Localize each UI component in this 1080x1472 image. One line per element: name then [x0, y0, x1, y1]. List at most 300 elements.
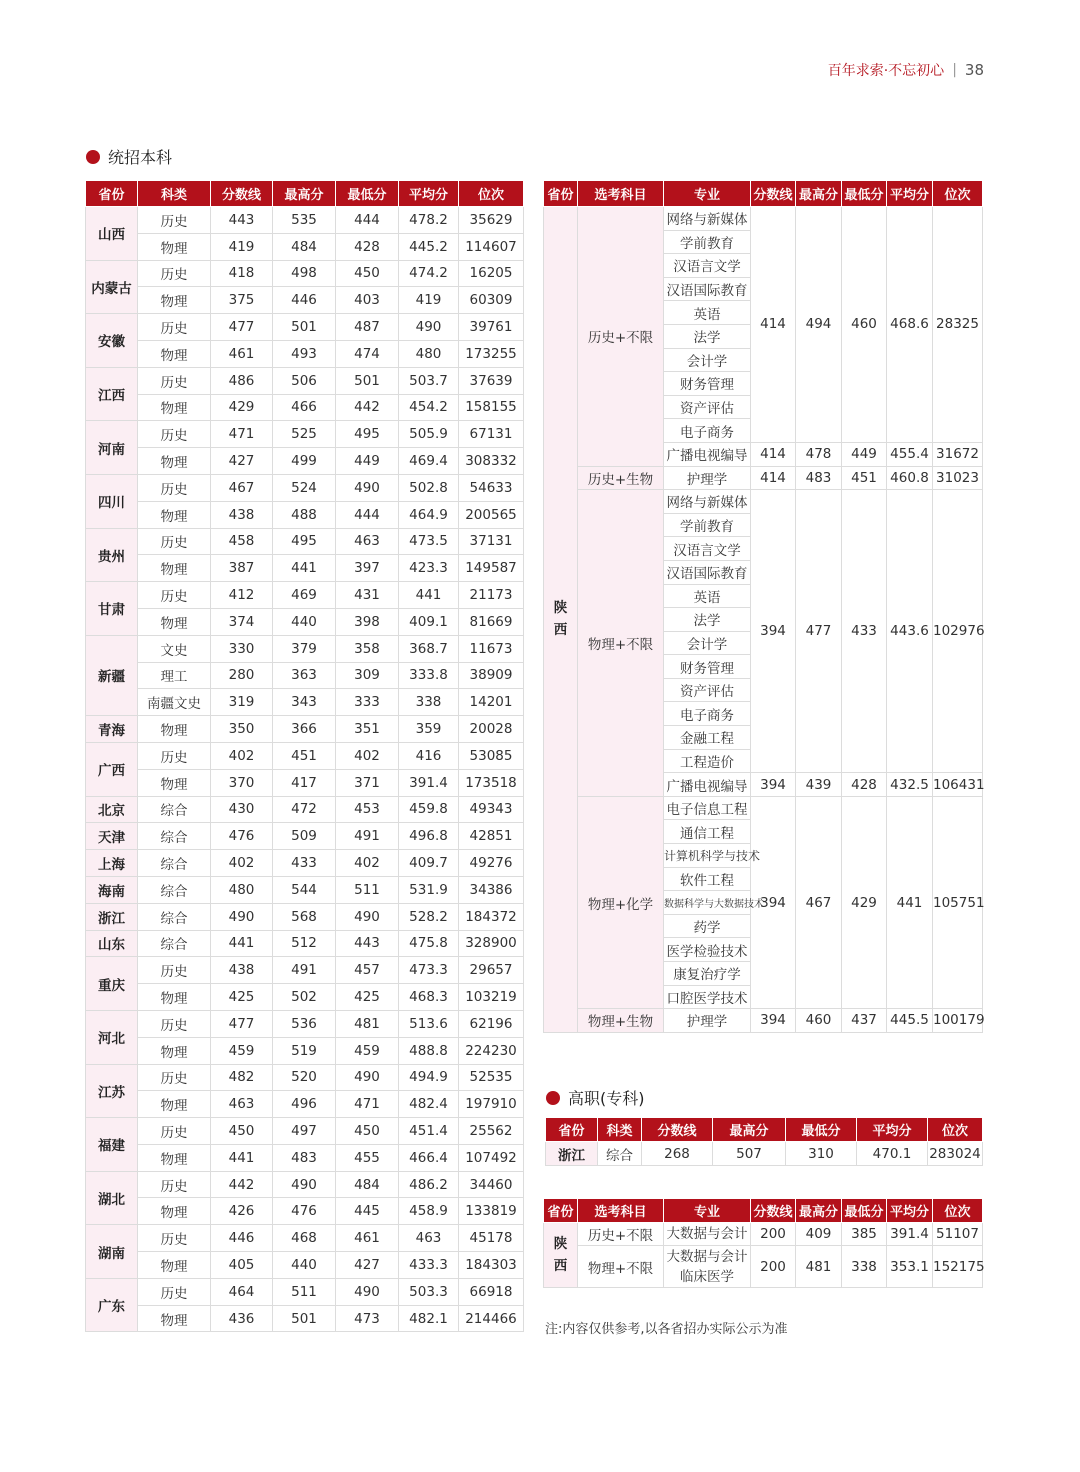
- province-cell: 北京: [86, 796, 138, 823]
- value-cell: 460: [842, 207, 887, 443]
- value-cell: 28325: [933, 207, 983, 443]
- category-cell: 历史: [138, 474, 211, 501]
- table-row: [86, 555, 524, 582]
- value-cell: 484: [336, 1171, 399, 1198]
- value-cell: 491: [336, 823, 399, 850]
- column-header: 最高分: [713, 1118, 786, 1142]
- table-row: [86, 796, 524, 823]
- value-cell: 506: [273, 367, 336, 394]
- value-cell: 359: [399, 716, 459, 743]
- subject-cell: 历史+不限: [578, 207, 664, 467]
- category-cell: 历史: [138, 207, 211, 234]
- value-cell: 432.5: [887, 773, 933, 797]
- value-cell: 391.4: [399, 769, 459, 796]
- value-cell: 338: [399, 689, 459, 716]
- category-cell: 物理: [138, 394, 211, 421]
- value-cell: 502: [273, 984, 336, 1011]
- value-cell: 423.3: [399, 555, 459, 582]
- value-cell: 496: [273, 1091, 336, 1118]
- value-cell: 441: [211, 930, 273, 957]
- value-cell: 502.8: [399, 474, 459, 501]
- major-cell: 财务管理: [664, 655, 751, 679]
- province-cell: 浙江: [546, 1142, 598, 1166]
- major-cell: 电子商务: [664, 419, 751, 443]
- category-cell: 物理: [138, 608, 211, 635]
- value-cell: 102976: [933, 490, 983, 773]
- major-cell: 英语: [664, 301, 751, 325]
- value-cell: 398: [336, 608, 399, 635]
- major-cell: 药学: [664, 914, 751, 938]
- province-cell: 四川: [86, 474, 138, 528]
- value-cell: 29657: [459, 957, 524, 984]
- major-cell: 学前教育: [664, 230, 751, 254]
- table-row: [86, 448, 524, 475]
- value-cell: 512: [273, 930, 336, 957]
- category-cell: 历史: [138, 1225, 211, 1252]
- value-cell: 333: [336, 689, 399, 716]
- value-cell: 419: [211, 233, 273, 260]
- value-cell: 441: [211, 1144, 273, 1171]
- column-header: 最高分: [273, 181, 336, 207]
- value-cell: 535: [273, 207, 336, 234]
- value-cell: 37639: [459, 367, 524, 394]
- value-cell: 397: [336, 555, 399, 582]
- value-cell: 49276: [459, 850, 524, 877]
- table-row: [86, 984, 524, 1011]
- major-cell: 软件工程: [664, 867, 751, 891]
- value-cell: 374: [211, 608, 273, 635]
- value-cell: 34460: [459, 1171, 524, 1198]
- value-cell: 536: [273, 1010, 336, 1037]
- value-cell: 353.1: [887, 1246, 933, 1288]
- value-cell: 438: [211, 501, 273, 528]
- subject-cell: 物理+不限: [578, 490, 664, 797]
- category-cell: 物理: [138, 1144, 211, 1171]
- province-cell: 湖南: [86, 1225, 138, 1279]
- value-cell: 402: [211, 742, 273, 769]
- value-cell: 425: [336, 984, 399, 1011]
- value-cell: 419: [399, 287, 459, 314]
- value-cell: 100179: [933, 1009, 983, 1033]
- value-cell: 450: [211, 1118, 273, 1145]
- value-cell: 461: [336, 1225, 399, 1252]
- value-cell: 463: [399, 1225, 459, 1252]
- major-cell: 口腔医学技术: [664, 985, 751, 1009]
- province-cell: 陕西: [544, 207, 578, 1033]
- value-cell: 412: [211, 582, 273, 609]
- category-cell: 物理: [138, 1198, 211, 1225]
- value-cell: 379: [273, 635, 336, 662]
- value-cell: 484: [273, 233, 336, 260]
- column-header: 平均分: [887, 1199, 933, 1223]
- table-row: [86, 1091, 524, 1118]
- value-cell: 445: [336, 1198, 399, 1225]
- category-cell: 物理: [138, 769, 211, 796]
- value-cell: 468.3: [399, 984, 459, 1011]
- value-cell: 474.2: [399, 260, 459, 287]
- value-cell: 490: [399, 314, 459, 341]
- value-cell: 463: [336, 528, 399, 555]
- province-cell: 贵州: [86, 528, 138, 582]
- value-cell: 483: [273, 1144, 336, 1171]
- value-cell: 491: [273, 957, 336, 984]
- table-row: [86, 528, 524, 555]
- value-cell: 418: [211, 260, 273, 287]
- table-row: [86, 635, 524, 662]
- header-separator: |: [952, 62, 957, 78]
- value-cell: 494: [796, 207, 842, 443]
- value-cell: 414: [751, 466, 796, 490]
- value-cell: 441: [887, 796, 933, 1008]
- value-cell: 476: [211, 823, 273, 850]
- value-cell: 474: [336, 340, 399, 367]
- value-cell: 224230: [459, 1037, 524, 1064]
- major-cell: 电子商务: [664, 702, 751, 726]
- column-header: 分数线: [751, 181, 796, 207]
- major-cell: 大数据与会计: [664, 1223, 751, 1246]
- value-cell: 490: [336, 1064, 399, 1091]
- value-cell: 25562: [459, 1118, 524, 1145]
- value-cell: 328900: [459, 930, 524, 957]
- undergrad-table-left: [85, 180, 524, 1332]
- table-row: [546, 1142, 983, 1166]
- value-cell: 430: [211, 796, 273, 823]
- value-cell: 427: [336, 1252, 399, 1279]
- major-cell: 英语: [664, 584, 751, 608]
- value-cell: 471: [211, 421, 273, 448]
- value-cell: 39761: [459, 314, 524, 341]
- value-cell: 443: [336, 930, 399, 957]
- province-cell: 江西: [86, 367, 138, 421]
- table-row: [86, 930, 524, 957]
- category-cell: 物理: [138, 1252, 211, 1279]
- column-header: 科类: [598, 1118, 642, 1142]
- major-cell: 汉语国际教育: [664, 560, 751, 584]
- major-cell: 大数据与会计 临床医学: [664, 1246, 751, 1288]
- value-cell: 450: [336, 1118, 399, 1145]
- value-cell: 402: [336, 850, 399, 877]
- category-cell: 综合: [138, 850, 211, 877]
- value-cell: 467: [796, 796, 842, 1008]
- value-cell: 480: [211, 876, 273, 903]
- value-cell: 431: [336, 582, 399, 609]
- value-cell: 409.7: [399, 850, 459, 877]
- value-cell: 416: [399, 742, 459, 769]
- value-cell: 478: [796, 442, 842, 466]
- value-cell: 451.4: [399, 1118, 459, 1145]
- footnote: 注:内容仅供参考,以各省招办实际公示为准: [545, 1322, 788, 1337]
- major-cell: 医学检验技术: [664, 938, 751, 962]
- value-cell: 105751: [933, 796, 983, 1008]
- table-row: [86, 876, 524, 903]
- value-cell: 511: [336, 876, 399, 903]
- major-cell: 汉语言文学: [664, 254, 751, 278]
- subject-cell: 物理+化学: [578, 796, 664, 1008]
- category-cell: 物理: [138, 984, 211, 1011]
- value-cell: 42851: [459, 823, 524, 850]
- value-cell: 429: [211, 394, 273, 421]
- column-header: 专业: [664, 181, 751, 207]
- table-row: [86, 769, 524, 796]
- value-cell: 370: [211, 769, 273, 796]
- value-cell: 519: [273, 1037, 336, 1064]
- category-cell: 历史: [138, 421, 211, 448]
- category-cell: 理工: [138, 662, 211, 689]
- value-cell: 449: [336, 448, 399, 475]
- value-cell: 31672: [933, 442, 983, 466]
- category-cell: 物理: [138, 716, 211, 743]
- value-cell: 473.3: [399, 957, 459, 984]
- table-row: [86, 340, 524, 367]
- major-cell: 资产评估: [664, 395, 751, 419]
- value-cell: 487: [336, 314, 399, 341]
- value-cell: 107492: [459, 1144, 524, 1171]
- value-cell: 463: [211, 1091, 273, 1118]
- province-cell: 上海: [86, 850, 138, 877]
- column-header: 位次: [459, 181, 524, 207]
- column-header: 科类: [138, 181, 211, 207]
- table-row: [86, 1198, 524, 1225]
- table-row: [544, 796, 983, 820]
- table-row: [86, 1144, 524, 1171]
- value-cell: 综合: [598, 1142, 642, 1166]
- column-header: 选考科目: [578, 181, 664, 207]
- value-cell: 503.7: [399, 367, 459, 394]
- province-cell: 内蒙古: [86, 260, 138, 314]
- province-cell: 湖北: [86, 1171, 138, 1225]
- value-cell: 495: [273, 528, 336, 555]
- value-cell: 451: [842, 466, 887, 490]
- value-cell: 494.9: [399, 1064, 459, 1091]
- value-cell: 62196: [459, 1010, 524, 1037]
- bullet-dot-icon: [86, 150, 100, 164]
- value-cell: 394: [751, 796, 796, 1008]
- value-cell: 497: [273, 1118, 336, 1145]
- value-cell: 433.3: [399, 1252, 459, 1279]
- province-cell: 陕西: [544, 1223, 578, 1288]
- value-cell: 409: [796, 1223, 842, 1246]
- value-cell: 375: [211, 287, 273, 314]
- table-row: [86, 233, 524, 260]
- value-cell: 472: [273, 796, 336, 823]
- value-cell: 385: [842, 1223, 887, 1246]
- table-row: [544, 207, 983, 231]
- category-cell: 历史: [138, 528, 211, 555]
- major-cell: 工程造价: [664, 749, 751, 773]
- value-cell: 343: [273, 689, 336, 716]
- value-cell: 34386: [459, 876, 524, 903]
- value-cell: 483: [796, 466, 842, 490]
- major-cell: 汉语言文学: [664, 537, 751, 561]
- table-row: [86, 207, 524, 234]
- value-cell: 363: [273, 662, 336, 689]
- value-cell: 309: [336, 662, 399, 689]
- column-header: 最低分: [842, 181, 887, 207]
- value-cell: 450: [336, 260, 399, 287]
- value-cell: 414: [751, 442, 796, 466]
- major-cell: 资产评估: [664, 678, 751, 702]
- category-cell: 物理: [138, 287, 211, 314]
- category-cell: 历史: [138, 742, 211, 769]
- category-cell: 综合: [138, 823, 211, 850]
- value-cell: 478.2: [399, 207, 459, 234]
- province-cell: 安徽: [86, 314, 138, 368]
- table-row: [544, 1009, 983, 1033]
- column-header: 分数线: [751, 1199, 796, 1223]
- section-vocational-title: 高职(专科): [568, 1089, 645, 1108]
- province-cell: 河南: [86, 421, 138, 475]
- major-cell: 广播电视编导: [664, 442, 751, 466]
- table-row: [86, 314, 524, 341]
- value-cell: 391.4: [887, 1223, 933, 1246]
- value-cell: 520: [273, 1064, 336, 1091]
- major-cell: 财务管理: [664, 372, 751, 396]
- value-cell: 471: [336, 1091, 399, 1118]
- major-cell: 会计学: [664, 348, 751, 372]
- value-cell: 443.6: [887, 490, 933, 773]
- category-cell: 物理: [138, 1305, 211, 1332]
- table-row: [86, 501, 524, 528]
- table-row: [86, 1171, 524, 1198]
- value-cell: 513.6: [399, 1010, 459, 1037]
- value-cell: 31023: [933, 466, 983, 490]
- value-cell: 425: [211, 984, 273, 1011]
- value-cell: 488.8: [399, 1037, 459, 1064]
- category-cell: 历史: [138, 1278, 211, 1305]
- table-row: [86, 367, 524, 394]
- table-row: [86, 582, 524, 609]
- table-row: [86, 1278, 524, 1305]
- value-cell: 394: [751, 490, 796, 773]
- value-cell: 496.8: [399, 823, 459, 850]
- value-cell: 531.9: [399, 876, 459, 903]
- major-cell: 金融工程: [664, 726, 751, 750]
- column-header: 最高分: [796, 181, 842, 207]
- value-cell: 426: [211, 1198, 273, 1225]
- category-cell: 历史: [138, 1064, 211, 1091]
- major-cell: 通信工程: [664, 820, 751, 844]
- major-cell: 电子信息工程: [664, 796, 751, 820]
- column-header: 最高分: [796, 1199, 842, 1223]
- table-row: [86, 421, 524, 448]
- page-number: 38: [964, 61, 984, 79]
- subject-cell: 历史+生物: [578, 466, 664, 490]
- value-cell: 184372: [459, 903, 524, 930]
- value-cell: 482.1: [399, 1305, 459, 1332]
- value-cell: 402: [211, 850, 273, 877]
- value-cell: 280: [211, 662, 273, 689]
- table-row: [86, 260, 524, 287]
- column-header: 位次: [933, 1199, 983, 1223]
- column-header: 省份: [544, 1199, 578, 1223]
- table-row: [86, 903, 524, 930]
- value-cell: 445.5: [887, 1009, 933, 1033]
- column-header: 位次: [933, 181, 983, 207]
- value-cell: 461: [211, 340, 273, 367]
- value-cell: 53085: [459, 742, 524, 769]
- value-cell: 21173: [459, 582, 524, 609]
- value-cell: 368.7: [399, 635, 459, 662]
- major-cell: 网络与新媒体: [664, 490, 751, 514]
- value-cell: 308332: [459, 448, 524, 475]
- value-cell: 200: [751, 1223, 796, 1246]
- value-cell: 428: [842, 773, 887, 797]
- value-cell: 11673: [459, 635, 524, 662]
- vocational-table-shaanxi: [543, 1198, 983, 1288]
- value-cell: 45178: [459, 1225, 524, 1252]
- value-cell: 524: [273, 474, 336, 501]
- value-cell: 468: [273, 1225, 336, 1252]
- value-cell: 488: [273, 501, 336, 528]
- table-row: [86, 716, 524, 743]
- value-cell: 455.4: [887, 442, 933, 466]
- table-row: [86, 394, 524, 421]
- column-header: 最低分: [336, 181, 399, 207]
- value-cell: 440: [273, 608, 336, 635]
- value-cell: 490: [273, 1171, 336, 1198]
- value-cell: 436: [211, 1305, 273, 1332]
- table-row: [544, 466, 983, 490]
- province-cell: 河北: [86, 1010, 138, 1064]
- value-cell: 268: [642, 1142, 713, 1166]
- value-cell: 35629: [459, 207, 524, 234]
- column-header: 平均分: [399, 181, 459, 207]
- value-cell: 451: [273, 742, 336, 769]
- value-cell: 16205: [459, 260, 524, 287]
- value-cell: 319: [211, 689, 273, 716]
- category-cell: 物理: [138, 1091, 211, 1118]
- vocational-table-zhejiang: [545, 1117, 983, 1166]
- column-header: 最低分: [786, 1118, 857, 1142]
- value-cell: 149587: [459, 555, 524, 582]
- value-cell: 158155: [459, 394, 524, 421]
- column-header: 最低分: [842, 1199, 887, 1223]
- category-cell: 历史: [138, 957, 211, 984]
- value-cell: 525: [273, 421, 336, 448]
- value-cell: 490: [336, 1278, 399, 1305]
- value-cell: 200: [751, 1246, 796, 1288]
- major-cell: 康复治疗学: [664, 962, 751, 986]
- table-row: [86, 823, 524, 850]
- value-cell: 310: [786, 1142, 857, 1166]
- column-header: 专业: [664, 1199, 751, 1223]
- value-cell: 414: [751, 207, 796, 443]
- value-cell: 469: [273, 582, 336, 609]
- value-cell: 67131: [459, 421, 524, 448]
- value-cell: 449: [842, 442, 887, 466]
- column-header: 分数线: [642, 1118, 713, 1142]
- value-cell: 477: [796, 490, 842, 773]
- value-cell: 503.3: [399, 1278, 459, 1305]
- value-cell: 481: [336, 1010, 399, 1037]
- table-row: [86, 742, 524, 769]
- value-cell: 387: [211, 555, 273, 582]
- value-cell: 445.2: [399, 233, 459, 260]
- section-undergrad-title: 统招本科: [108, 148, 173, 167]
- value-cell: 458: [211, 528, 273, 555]
- value-cell: 433: [842, 490, 887, 773]
- value-cell: 333.8: [399, 662, 459, 689]
- value-cell: 351: [336, 716, 399, 743]
- section-undergrad: [86, 145, 172, 168]
- category-cell: 南疆文史: [138, 689, 211, 716]
- table-row: [86, 1037, 524, 1064]
- value-cell: 459.8: [399, 796, 459, 823]
- value-cell: 350: [211, 716, 273, 743]
- category-cell: 物理: [138, 555, 211, 582]
- category-cell: 历史: [138, 367, 211, 394]
- major-cell: 护理学: [664, 1009, 751, 1033]
